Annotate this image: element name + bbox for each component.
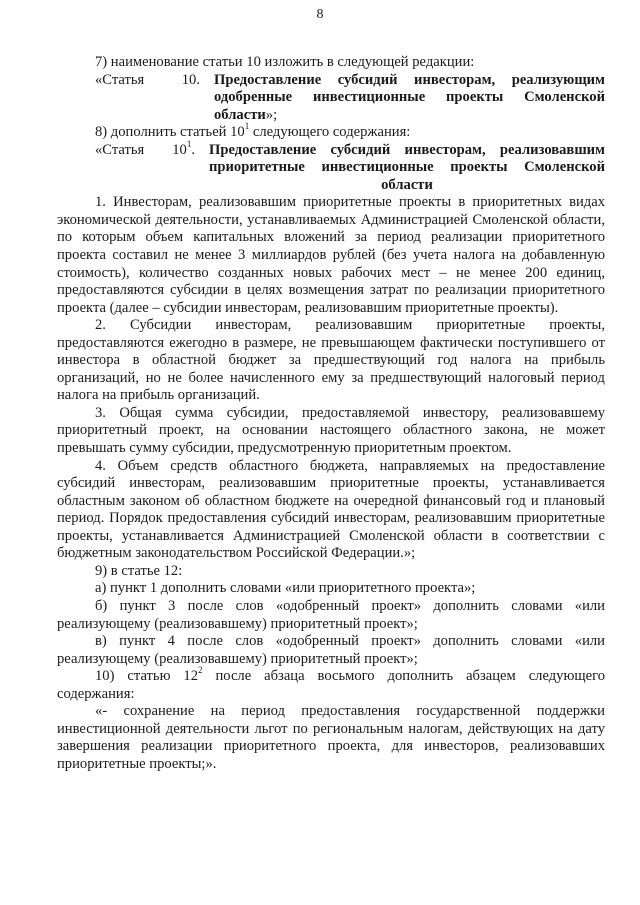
article-10-title-wrap — [200, 72, 605, 125]
article-10-1-sup: 1 — [186, 138, 192, 149]
article-10-1-dot: . — [191, 141, 195, 158]
paragraph-4: 4. Объем средств областного бюджета, направляемых на предоставление субсидий инвесторам, реализовавшим приоритетные проекты, устанавливается областным законом об областном бюджете на очередной финансовый год и плановый период. Порядок предоставления субсидий инвесторам, реализовавшим приоритетные проекты, устанавливается Администрацией Смоленской области в соответствии с бюджетным законодательством Российской Федерации.»; — [57, 457, 605, 562]
article-10-1-title: Предоставление субсидий инвесторам, реализовавшим приоритетные инвестиционные проекты Смоленской — [209, 141, 605, 176]
paragraph-3: 3. Общая сумма субсидии, предоставляемой инвестору, реализовавшему приоритетный проект, на основании настоящего областного закона, не может превышать сумму субсидии, предусмотренную приоритетным проектом. — [57, 404, 605, 457]
item-9-a: а) пункт 1 дополнить словами «или приоритетного проекта»; — [95, 580, 476, 597]
article-10-title: Предоставление субсидий инвесторам, реализующим одобренные инвестиционные проекты Смоленской области — [214, 71, 605, 123]
item-8-intro — [57, 121, 605, 142]
article-10-word: «Статья — [95, 71, 145, 88]
article-10-label — [95, 72, 200, 125]
item-8-intro-text: 8) дополнить статьей 10 — [95, 124, 245, 141]
item-10-intro-text: 10) статью 12 — [95, 668, 199, 685]
page-number: 8 — [316, 7, 324, 22]
article-10-number: 10. — [181, 71, 200, 88]
article-10-1-label — [95, 138, 195, 195]
item-8-intro-sup: 1 — [244, 121, 250, 132]
item-10-quote: «- сохранение на период предоставления государственной поддержки инвестиционной деятельности льгот по региональным налогам, действующих на дату завершения реализации приоритетного проекта, для инвесторов, реализовавших приоритетные проекты;». — [57, 703, 605, 772]
item-9-c: в) пункт 4 после слов «одобренный проект» дополнить словами «или реализующему (реализовавшему) приоритетный проект»; — [57, 633, 605, 667]
item-10-intro-sup: 2 — [198, 665, 203, 676]
paragraph-1: 1. Инвесторам, реализовавшим приоритетные проекты в приоритетных видах экономической деятельности, устанавливаемых Администрацией Смоленской области, по которым объем капитальных вложений за период реализации приоритетного проекта составил не менее 3 миллиардов рублей (без учета налога на добавленную стоимость), количество созданных новых рабочих мест – не менее 200 единиц, предоставляются субсидии в целях возмещения затрат по реализации приоритетного проекта (далее – субсидии инвесторам, реализовавшим приоритетные проекты). — [57, 194, 605, 316]
document-body — [57, 54, 605, 773]
paragraph-2: 2. Субсидии инвесторам, реализовавшим приоритетные проекты, предоставляются ежегодно в размере, не превышающем фактически поступившего от инвестора в областной бюджет за предшествующий год налога на прибыль организаций, но не более начисленного ему за предшествующий налоговый период налога на прибыль организаций. — [57, 317, 605, 404]
article-10-1-title-end: области — [381, 176, 433, 193]
article-10-1-number: 10 — [172, 141, 187, 158]
article-10-heading — [57, 72, 605, 125]
item-9-b: б) пункт 3 после слов «одобренный проект» дополнить словами «или реализующему (реализовавшему) приоритетный проект»; — [57, 597, 605, 632]
article-10-close: »; — [265, 106, 278, 123]
item-9-intro: 9) в статье 12: — [95, 562, 183, 579]
item-8-intro-tail: следующего содержания: — [249, 124, 411, 141]
article-10-1-word: «Статья — [95, 141, 145, 158]
article-10-1-heading — [57, 138, 605, 195]
item-7-intro: 7) наименование статьи 10 изложить в следующей редакции: — [95, 54, 475, 70]
item-10-intro-tail: после абзаца восьмого дополнить абзацем следующего содержания: — [57, 668, 605, 702]
article-10-1-number-wrap — [172, 138, 195, 195]
item-10-intro — [57, 665, 605, 703]
article-10-1-title-wrap — [195, 142, 605, 195]
